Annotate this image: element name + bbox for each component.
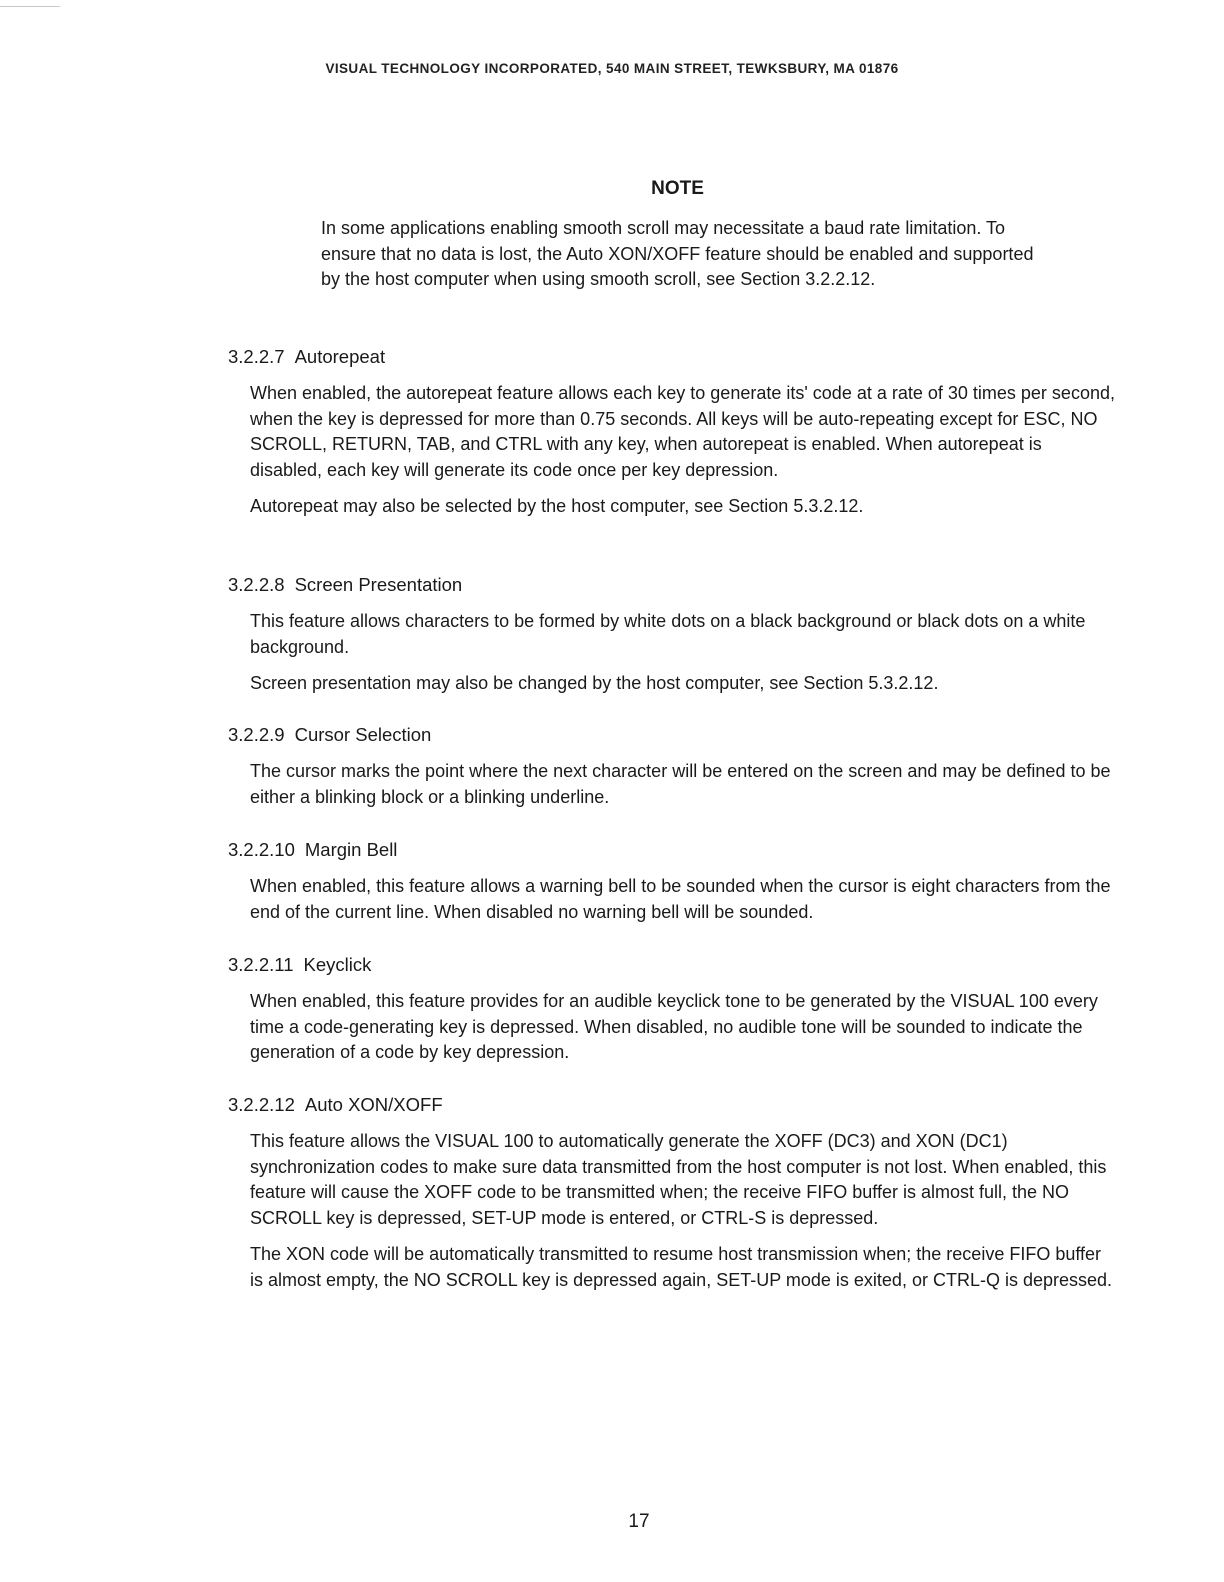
section-paragraph: Screen presentation may also be changed by the host computer, see Section 5.3.2.12.	[250, 673, 939, 693]
section-number: 3.2.2.12	[228, 1094, 295, 1115]
section-heading	[228, 952, 1118, 977]
section-paragraph: When enabled, this feature allows a warning bell to be sounded when the cursor is eight characters from the end of the current line. When disabled no warning bell will be sounded.	[250, 876, 1111, 922]
section-paragraph: This feature allows characters to be formed by white dots on a black background or black dots on a white background.	[250, 611, 1086, 657]
section-margin-bell	[228, 837, 1118, 925]
scan-edge-mark	[0, 6, 60, 7]
section-screen-presentation	[228, 572, 1118, 697]
section-title: Screen Presentation	[294, 574, 463, 595]
section-paragraph: Autorepeat may also be selected by the host computer, see Section 5.3.2.12.	[250, 496, 864, 516]
section-number: 3.2.2.11	[228, 954, 294, 975]
note-body: In some applications enabling smooth scroll may necessitate a baud rate limitation. To ensure that no data is lost, the Auto XON/XOFF feature should be enabled and supported by the host computer when using smooth scroll, see Section 3.2.2.12.	[321, 218, 1034, 289]
section-paragraph: The cursor marks the point where the next character will be entered on the screen and may be defined to be either a blinking block or a blinking underline.	[250, 761, 1111, 807]
section-paragraph: This feature allows the VISUAL 100 to automatically generate the XOFF (DC3) and XON (DC1) synchronization codes to make sure data transmitted from the host computer is not lost. When enabled, this feature will cause the XOFF code to be transmitted when; the receive FIFO buffer is almost full, the NO SCROLL key is depressed, SET-UP mode is entered, or CTRL-S is depressed.	[250, 1131, 1107, 1228]
page-header: VISUAL TECHNOLOGY INCORPORATED, 540 MAIN STREET, TEWKSBURY, MA 01876	[325, 61, 899, 76]
section-autorepeat	[228, 344, 1118, 520]
section-auto-xon-xoff	[228, 1092, 1118, 1293]
section-paragraph: The XON code will be automatically transmitted to resume host transmission when; the receive FIFO buffer is almost empty, the NO SCROLL key is depressed again, SET-UP mode is exited, or CTRL-Q is depressed.	[250, 1244, 1113, 1290]
section-paragraph: When enabled, the autorepeat feature allows each key to generate its' code at a rate of 30 times per second, when the key is depressed for more than 0.75 seconds. All keys will be auto-repeating except for ESC, NO SCROLL, RETURN, TAB, and CTRL with any key, when autorepeat is enabled. When autorepeat is disabled, each key will generate its code once per key depression.	[250, 383, 1115, 480]
page-number: 17	[628, 1511, 650, 1532]
section-heading	[228, 572, 1118, 597]
section-heading	[228, 722, 1118, 747]
section-title: Cursor Selection	[294, 724, 432, 745]
section-heading	[228, 837, 1118, 862]
section-heading	[228, 344, 1118, 369]
section-keyclick	[228, 952, 1118, 1066]
section-title: Margin Bell	[304, 839, 398, 860]
section-number: 3.2.2.9	[228, 724, 285, 745]
section-number: 3.2.2.10	[228, 839, 295, 860]
section-title: Keyclick	[303, 954, 372, 975]
section-number: 3.2.2.7	[228, 346, 285, 367]
section-title: Autorepeat	[294, 346, 386, 367]
section-heading	[228, 1092, 1118, 1117]
section-paragraph: When enabled, this feature provides for an audible keyclick tone to be generated by the VISUAL 100 every time a code-generating key is depressed. When disabled, no audible tone will be sounded to indicate the generation of a code by key depression.	[250, 991, 1098, 1062]
section-number: 3.2.2.8	[228, 574, 285, 595]
section-cursor-selection	[228, 722, 1118, 810]
note-title: NOTE	[651, 178, 704, 199]
section-title: Auto XON/XOFF	[304, 1094, 443, 1115]
